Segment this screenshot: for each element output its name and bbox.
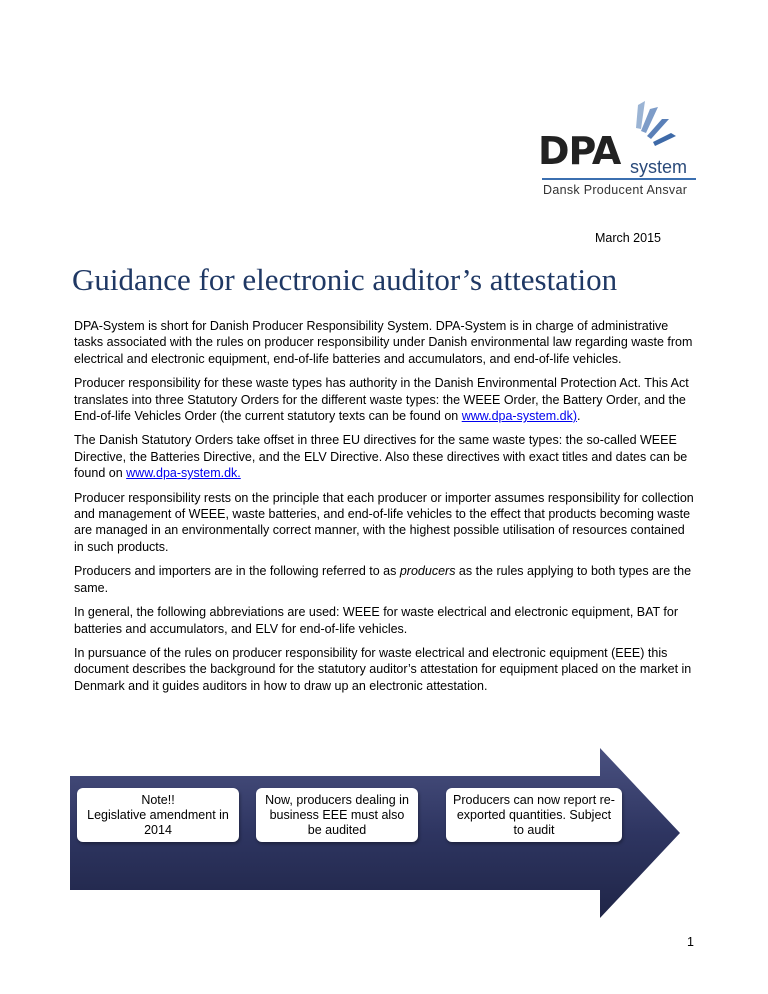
paragraph-producers-text: Producers and importers are in the following referred to as — [74, 564, 400, 579]
producers-term: producers — [399, 564, 456, 579]
paragraph-producers-end: as the rules applying to both types are the same. — [74, 564, 692, 595]
re-export-box — [446, 788, 622, 842]
document-date: March 2015 — [594, 231, 661, 245]
note-detail: Legislative amendment in 2014 — [87, 807, 229, 837]
paragraph-principle: Producer responsibility rests on the principle that each producer or importer assumes responsibility for collection and management of WEEE, waste batteries, and end-of-life vehicles to the effect that products becoming waste are managed in an environmentally correct manner, with the highest possible utilisation of resources contained in such products. — [74, 490, 694, 554]
page-number: 1 — [687, 935, 694, 949]
paragraph-purpose: In pursuance of the rules on producer responsibility for waste electrical and electronic equipment (EEE) this document describes the background for the statutory auditor’s attestation for equipment placed on the market in Denmark and it guides auditors in how to draw up an electronic attestation. — [74, 645, 692, 693]
note-box — [77, 788, 239, 842]
paragraph-act-end: . — [577, 409, 581, 424]
page-title: Guidance for electronic auditor’s attestation — [72, 262, 618, 297]
business-eee-box — [256, 788, 418, 842]
logo-sub-text: system — [630, 157, 688, 177]
paragraph-abbreviations: In general, the following abbreviations are used: WEEE for waste electrical and electronic equipment, BAT for batteries and accumulators, and ELV for end-of-life vehicles. — [74, 605, 679, 636]
logo-divider — [542, 178, 696, 180]
logo-main-text: DPA — [538, 129, 621, 173]
note-title: Note!! — [141, 792, 175, 807]
paragraph-directives — [74, 432, 696, 481]
dpa-system-logo — [538, 95, 698, 200]
paragraph-directives-text: The Danish Statutory Orders take offset in three EU directives for the same waste types: the so-called WEEE Directive, the Batteries Directive, and the ELV Directive. Also these directives with exact titles and dates can be found on — [74, 433, 688, 481]
legislative-banner — [70, 748, 688, 918]
logo-tagline: Dansk Producent Ansvar — [543, 183, 688, 197]
document-body — [74, 318, 696, 702]
dpa-system-link[interactable]: www.dpa-system.dk) — [461, 409, 578, 424]
business-eee-text: Now, producers dealing in business EEE must also be audited — [265, 792, 409, 837]
dpa-system-link-2[interactable]: www.dpa-system.dk. — [126, 466, 241, 481]
paragraph-act-text: Producer responsibility for these waste types has authority in the Danish Environmental Protection Act. This Act translates into three Statutory Orders for the different waste types: the WEEE Order, the Battery Order, and the End-of-life Vehicles Order (the current statutory texts can be found on — [74, 376, 689, 424]
paragraph-act — [74, 375, 696, 424]
re-export-text: Producers can now report re-exported quantities. Subject to audit — [453, 792, 615, 837]
paragraph-producers — [74, 563, 696, 596]
paragraph-intro: DPA-System is short for Danish Producer Responsibility System. DPA-System is in charge of administrative tasks associated with the rules on producer responsibility under Danish environmental law regarding waste from electrical and electronic equipment, end-of-life batteries and accumulators, and end-of-life vehicles. — [74, 319, 693, 366]
